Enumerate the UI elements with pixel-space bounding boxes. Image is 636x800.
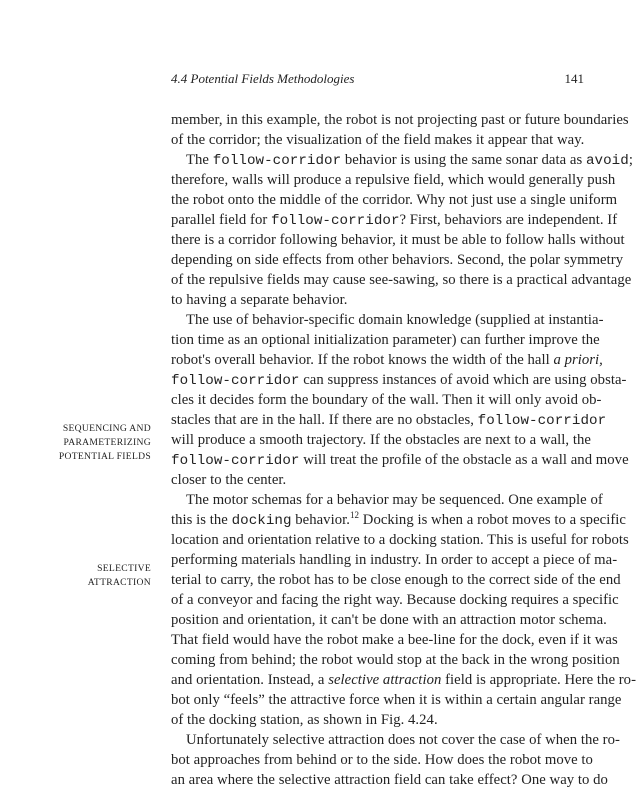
text-line: terial to carry, the robot has to be close enough to the correct side of the end [171, 572, 621, 588]
text-line: performing materials handling in industry. In order to accept a piece of ma- [171, 552, 618, 568]
text-line: to having a separate behavior. [171, 292, 348, 308]
text-line: bot only “feels” the attractive force when it is within a certain angular range [171, 692, 622, 708]
text-line: follow-corridor can suppress instances of avoid which are using obsta- [171, 372, 627, 389]
section-title: 4.4 Potential Fields Methodologies [171, 71, 355, 86]
text-line: bot approaches from behind or to the side. How does the robot move to [171, 752, 593, 768]
code-term: follow-corridor [171, 373, 300, 389]
text-line: location and orientation relative to a docking station. This is useful for robots [171, 532, 629, 548]
text-line: stacles that are in the hall. If there are no obstacles, follow-corridor [171, 412, 607, 429]
text-line: an area where the selective attraction field can take effect? One way to do [171, 772, 608, 788]
code-term: docking [231, 513, 292, 529]
text-line: depending on side effects from other behaviors. Second, the polar symmetry [171, 252, 624, 268]
margin-note-selective-attraction [40, 562, 151, 590]
running-header [171, 71, 584, 87]
text-line: member, in this example, the robot is not projecting past or future boundaries [171, 112, 629, 128]
text-line: follow-corridor will treat the profile of the obstacle as a wall and move [171, 452, 629, 469]
text-line: parallel field for follow-corridor? First, behaviors are independent. If [171, 212, 618, 229]
text-line: position and orientation, it can't be done with an attraction motor schema. [171, 612, 607, 628]
text-line: robot's overall behavior. If the robot knows the width of the hall a priori, [171, 352, 603, 368]
text-line: of a conveyor and facing the right way. Because docking requires a specific [171, 592, 619, 608]
code-term: follow-corridor [271, 213, 400, 229]
code-term: follow-corridor [171, 453, 300, 469]
text-line: Unfortunately selective attraction does not cover the case of when the ro- [186, 732, 620, 748]
page-number: 141 [564, 71, 584, 86]
text-line: The use of behavior-specific domain knowledge (supplied at instantia- [186, 312, 604, 328]
text-line: and orientation. Instead, a selective attraction field is appropriate. Here the ro- [171, 672, 636, 688]
text-line: this is the docking behavior.$^{12}$ Docking is when a robot moves to a specific [171, 510, 626, 529]
text-line: closer to the center. [171, 472, 287, 488]
text-line: will produce a smooth trajectory. If the obstacles are next to a wall, the [171, 432, 591, 448]
text-line: That field would have the robot make a bee-line for the dock, even if it was [171, 632, 618, 648]
footnote-marker: 12 [349, 510, 360, 520]
text-line: the robot onto the middle of the corridor. Why not just use a single uniform [171, 192, 618, 208]
text-line: The follow-corridor behavior is using the same sonar data as avoid; [186, 152, 633, 169]
text-line: of the docking station, as shown in Fig. 4.24. [171, 712, 438, 728]
text-line: coming from behind; the robot would stop at the back in the wrong position [171, 652, 620, 668]
text-line: of the corridor; the visualization of the field makes it appear that way. [171, 132, 585, 148]
margin-note-line: SELECTIVE [97, 563, 151, 574]
margin-note-sequencing [40, 422, 151, 465]
margin-note-line: ATTRACTION [87, 577, 151, 589]
margin-note-line: POTENTIAL FIELDS [58, 451, 151, 463]
text-line: tion time as an optional initialization parameter) can further improve the [171, 332, 600, 348]
code-term: follow-corridor [212, 153, 342, 169]
text-line: of the repulsive fields may cause see-sawing, so there is a practical advantage [171, 272, 632, 288]
text-line: therefore, walls will produce a repulsive field, which would generally push [171, 172, 616, 188]
text-line: cles it decides form the boundary of the wall. Then it will only avoid ob- [171, 392, 602, 408]
text-line: The motor schemas for a behavior may be sequenced. One example of [186, 492, 603, 508]
margin-note-line: PARAMETERIZING [63, 437, 151, 449]
code-term: avoid [585, 153, 629, 169]
code-term: follow-corridor [477, 413, 607, 429]
text-line: there is a corridor following behavior, it must be able to follow halls without [171, 232, 625, 248]
margin-note-line: SEQUENCING AND [62, 423, 151, 434]
